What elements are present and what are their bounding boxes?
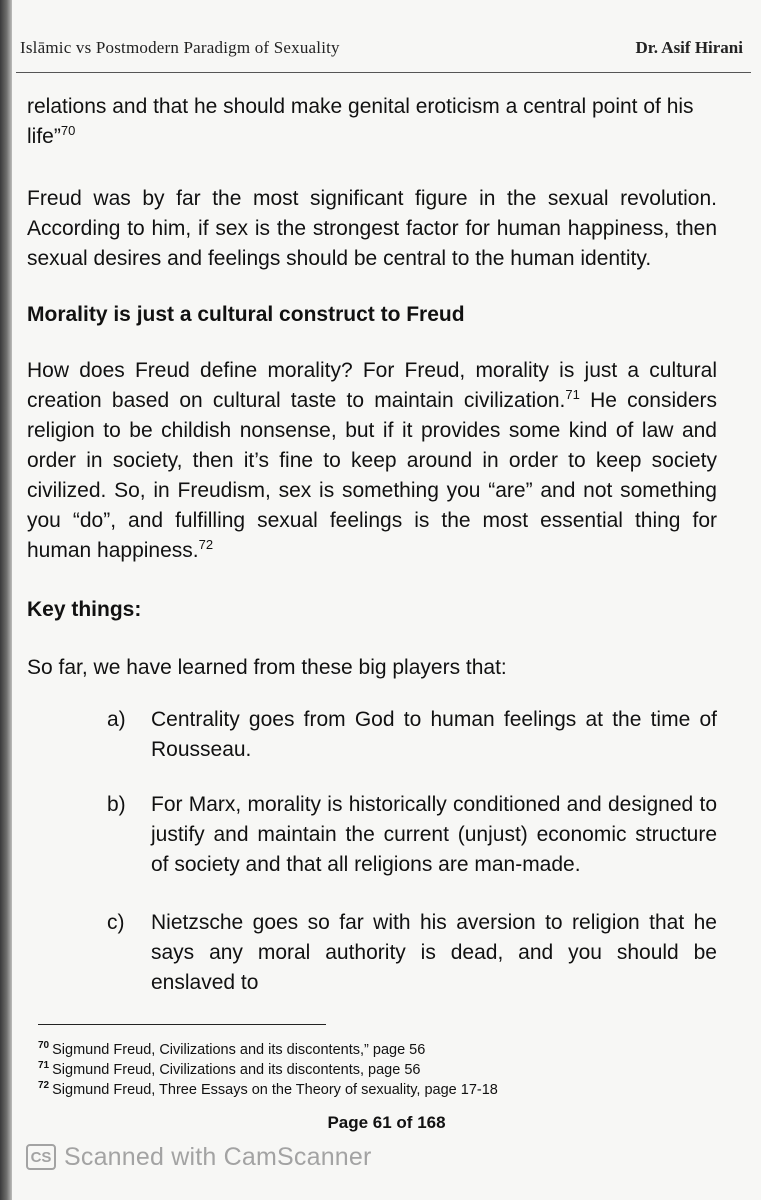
footnote	[38, 1080, 718, 1100]
section-heading-key-things: Key things:	[27, 598, 142, 621]
page-number: Page 61 of 168	[327, 1113, 446, 1132]
footnote	[38, 1040, 718, 1060]
header-divider	[16, 72, 751, 73]
header-book-title: Islāmic vs Postmodern Paradigm of Sexuality	[20, 38, 340, 57]
list-item-text: For Marx, morality is historically conditioned and designed to justify and maintain the current (unjust) economic structure of society and that all religions are man-made.	[151, 793, 717, 876]
paragraph-freud-significance: Freud was by far the most significant figure in the sexual revolution. According to him, if sex is the strongest factor for human happiness, then sexual desires and feelings should be central to the human identity.	[27, 187, 717, 270]
footnote-number: 71	[38, 1060, 50, 1072]
header-author: Dr. Asif Hirani	[635, 38, 743, 57]
book-binding-shadow	[0, 0, 12, 1200]
paragraph-continuation	[27, 92, 717, 152]
list-marker: b)	[107, 793, 126, 816]
list-item-text: Centrality goes from God to human feelings at the time of Rousseau.	[151, 708, 717, 761]
list-marker: c)	[107, 911, 125, 934]
footnote-text: Sigmund Freud, Three Essays on the Theory of sexuality, page 17-18	[52, 1082, 498, 1098]
list-item-text: Nietzsche goes so far with his aversion to religion that he says any moral authority is dead, and you should be enslaved to	[151, 911, 717, 994]
footnote-text: Sigmund Freud, Civilizations and its discontents,” page 56	[52, 1042, 426, 1058]
paragraph-continuation-line2: life”	[27, 125, 61, 148]
footnote-number: 72	[38, 1080, 50, 1092]
footnote	[38, 1060, 718, 1080]
list-marker: a)	[107, 708, 126, 731]
camscanner-logo-icon: CS	[26, 1144, 56, 1170]
footnote-text: Sigmund Freud, Civilizations and its discontents, page 56	[52, 1062, 421, 1078]
paragraph-freud-morality	[27, 356, 717, 566]
paragraph-list-intro: So far, we have learned from these big players that:	[27, 656, 507, 679]
footnote-number: 70	[38, 1040, 50, 1052]
paragraph-continuation-line1: relations and that he should make genital eroticism a central point of his	[27, 95, 694, 118]
book-page	[12, 0, 761, 1200]
running-header	[20, 38, 743, 64]
footnotes	[38, 1040, 718, 1100]
footnote-ref-70: 70	[60, 123, 76, 138]
footnote-ref-71: 71	[565, 387, 580, 402]
camscanner-watermark	[26, 1142, 372, 1172]
section-heading-morality: Morality is just a cultural construct to Freud	[27, 303, 465, 326]
paragraph-freud-morality-part2: He considers religion to be childish nonsense, but if it provides some kind of law and order in society, then it’s fine to keep around in order to keep society civilized. So, in Freudism, sex is something you “are” and not something you “do”, and fulfilling sexual feelings is the most essential thing for human happiness.	[27, 389, 717, 562]
footnote-divider	[38, 1024, 326, 1025]
paragraph-freud-morality-part1: How does Freud define morality? For Freud, morality is just a cultural creation based on cultural taste to maintain civilization.	[27, 359, 717, 412]
watermark-text: Scanned with CamScanner	[64, 1142, 372, 1171]
footnote-ref-72: 72	[198, 537, 214, 552]
